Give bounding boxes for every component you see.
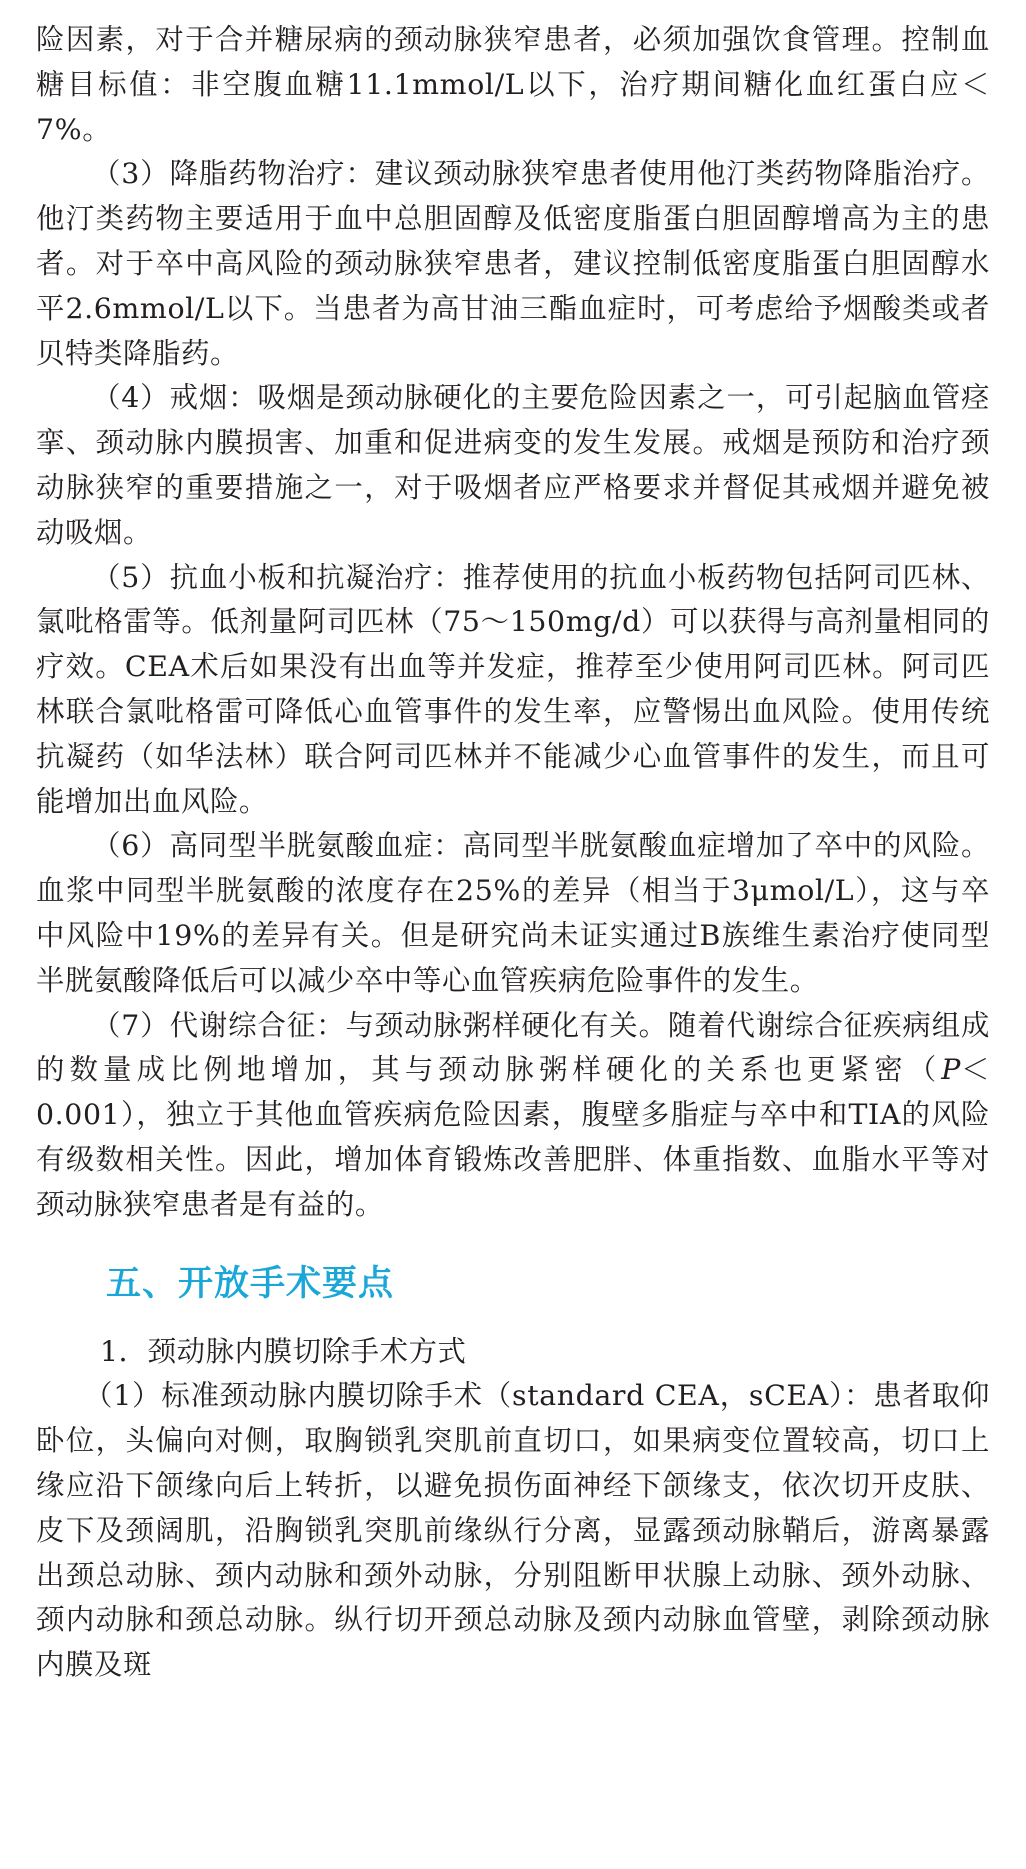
subsection-heading: 1．颈动脉内膜切除手术方式 bbox=[100, 1334, 467, 1368]
paragraph-standard-cea: （1）标准颈动脉内膜切除手术（standard CEA，sCEA）：患者取仰卧位，头偏向对侧，取胸锁乳突肌前直切口，如果病变位置较高，切口上缘应沿下颌缘向后上转折，以避免损伤面神经下颌缘支，依次切开皮肤、皮下及颈阔肌，沿胸锁乳突肌前缘纵行分离，显露颈动脉鞘后，游离暴露出颈总动脉、颈内动脉和颈外动脉，分别阻断甲状腺上动脉、颈外动脉、颈内动脉和颈总动脉。纵行切开颈总动脉及颈内动脉血管壁，剥除颈动脉内膜及斑 bbox=[36, 1379, 990, 1682]
section-heading: 五、开放手术要点 bbox=[106, 1263, 395, 1304]
metabolic-text-part2: ＜0.001），独立于其他血管疾病危险因素，腹壁多脂症与卒中和TIA的风险有级数相关性。因此，增加体育锻炼改善肥胖、体重指数、血脂水平等对颈动脉狭窄患者是有益的。 bbox=[36, 1053, 990, 1221]
paragraph-metabolic-syndrome bbox=[36, 1004, 990, 1228]
paragraph-diabetes-continued: 险因素，对于合并糖尿病的颈动脉狭窄患者，必须加强饮食管理。控制血糖目标值：非空腹血糖11.1mmol/L以下，治疗期间糖化血红蛋白应＜7%。 bbox=[36, 23, 990, 146]
document-page bbox=[36, 18, 990, 1688]
paragraph-antiplatelet: （5）抗血小板和抗凝治疗：推荐使用的抗血小板药物包括阿司匹林、氯吡格雷等。低剂量阿司匹林（75～150mg/d）可以获得与高剂量相同的疗效。CEA术后如果没有出血等并发症，推荐至少使用阿司匹林。阿司匹林联合氯吡格雷可降低心血管事件的发生率，应警惕出血风险。使用传统抗凝药（如华法林）联合阿司匹林并不能减少心血管事件的发生，而且可能增加出血风险。 bbox=[36, 560, 990, 818]
metabolic-text-part1: （7）代谢综合征：与颈动脉粥样硬化有关。随着代谢综合征疾病组成的数量成比例地增加，其与颈动脉粥样硬化的关系也更紧密（ bbox=[36, 1008, 990, 1087]
paragraph-homocysteine: （6）高同型半胱氨酸血症：高同型半胱氨酸血症增加了卒中的风险。血浆中同型半胱氨酸的浓度存在25%的差异（相当于3μmol/L），这与卒中风险中19%的差异有关。但是研究尚未证实通过B族维生素治疗使同型半胱氨酸降低后可以减少卒中等心血管疾病危险事件的发生。 bbox=[36, 829, 990, 997]
paragraph-lipid-lowering: （3）降脂药物治疗：建议颈动脉狭窄患者使用他汀类药物降脂治疗。他汀类药物主要适用于血中总胆固醇及低密度脂蛋白胆固醇增高为主的患者。对于卒中高风险的颈动脉狭窄患者，建议控制低密度脂蛋白胆固醇水平2.6mmol/L以下。当患者为高甘油三酯血症时，可考虑给予烟酸类或者贝特类降脂药。 bbox=[36, 157, 990, 370]
paragraph-smoking-cessation: （4）戒烟：吸烟是颈动脉硬化的主要危险因素之一，可引起脑血管痉挛、颈动脉内膜损害、加重和促进病变的发生发展。戒烟是预防和治疗颈动脉狭窄的重要措施之一，对于吸烟者应严格要求并督促其戒烟并避免被动吸烟。 bbox=[36, 381, 990, 549]
p-value-symbol: P bbox=[941, 1053, 961, 1087]
